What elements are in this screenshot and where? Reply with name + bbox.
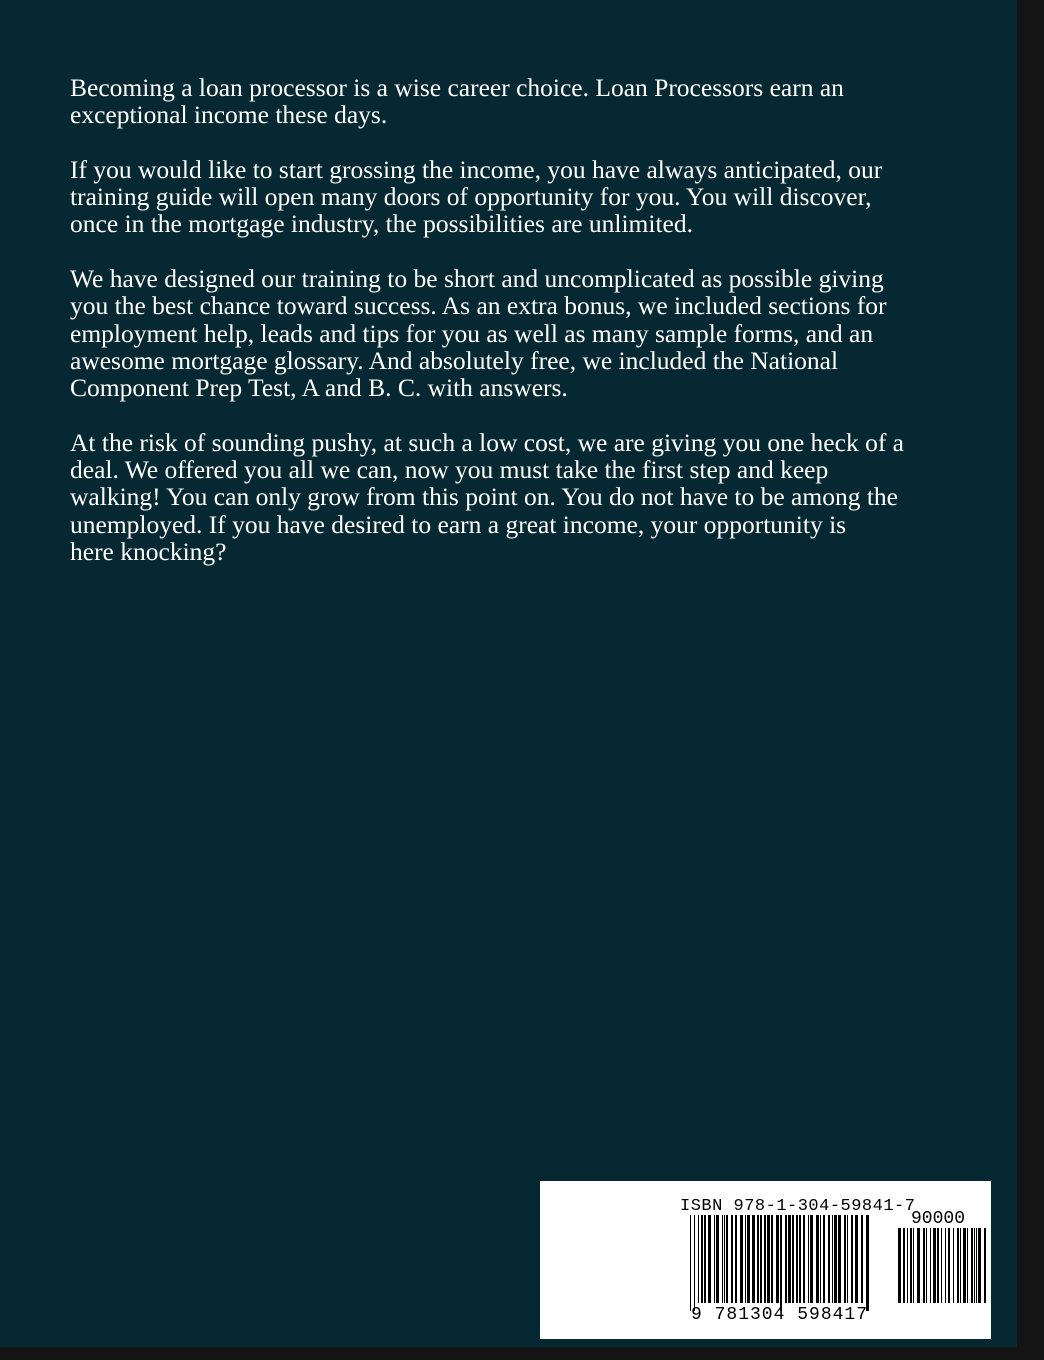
barcode-bar — [792, 1215, 794, 1303]
addon-bar — [917, 1228, 920, 1303]
barcode-bar — [731, 1215, 733, 1303]
barcode-bar — [847, 1215, 848, 1303]
barcode-bar — [785, 1215, 787, 1303]
addon-bar — [945, 1228, 946, 1303]
barcode-bar — [698, 1215, 699, 1303]
barcode-bar — [855, 1215, 858, 1303]
addon-bar — [910, 1228, 912, 1303]
addon-bar — [967, 1228, 968, 1303]
addon-bar — [913, 1228, 914, 1303]
barcode-bar — [834, 1215, 837, 1303]
addon-bar — [930, 1228, 931, 1303]
barcode-bar — [701, 1215, 703, 1303]
addon-bar — [960, 1228, 961, 1303]
price-code: 90000 — [911, 1209, 966, 1229]
barcode-bar — [704, 1215, 706, 1303]
barcode-bar — [810, 1215, 813, 1303]
ean-digits: 9 781304 598417 — [691, 1305, 869, 1325]
barcode-bar — [808, 1215, 809, 1303]
barcode-bar — [832, 1215, 833, 1303]
barcode-bar — [838, 1215, 841, 1303]
addon-bar — [957, 1228, 959, 1303]
blurb-paragraph-1: Becoming a loan processor is a wise career choice. Loan Processors earn an exceptional income these days. — [70, 73, 844, 130]
barcode-bar — [796, 1215, 798, 1303]
addon-bar — [984, 1228, 986, 1303]
addon-bar — [971, 1228, 973, 1303]
barcode-bar — [816, 1215, 819, 1303]
barcode-bar — [799, 1215, 801, 1303]
barcode-bar — [771, 1215, 773, 1303]
addon-bar — [923, 1228, 925, 1303]
barcode-bar — [828, 1215, 830, 1303]
barcode-bar — [752, 1215, 755, 1303]
barcode-bar — [844, 1215, 846, 1303]
barcode-bar — [747, 1215, 750, 1303]
barcode-bar — [745, 1215, 746, 1303]
addon-bar — [974, 1228, 975, 1303]
barcode-bar — [861, 1215, 863, 1303]
addon-bar — [963, 1228, 966, 1303]
addon-bar — [948, 1228, 950, 1303]
addon-bar — [937, 1228, 939, 1303]
addon-bar — [933, 1228, 936, 1303]
barcode-bar — [851, 1215, 853, 1303]
barcode-bar — [823, 1215, 825, 1303]
addon-bar — [898, 1228, 901, 1303]
barcode-bar — [722, 1215, 723, 1303]
barcode-bar — [740, 1215, 743, 1303]
barcode-bar — [690, 1215, 691, 1311]
cover-blurb — [70, 74, 990, 593]
addon-bar — [926, 1228, 927, 1303]
barcode-bar — [724, 1215, 725, 1303]
blurb-paragraph-4: At the risk of sounding pushy, at such a low cost, we are giving you one heck of a deal. We offered you all we can, now you must take the first step and keep walking! You can only grow from this point on. You do not have to be among the unemployed. If you have desired to earn a great income, your opportunity is here knocking? — [70, 427, 905, 567]
blurb-paragraph-3: We have designed our training to be short and uncomplicated as possible giving you the best chance toward success. As an extra bonus, we included sections for employment help, leads and tips for you as well as many sample forms, and an awesome mortgage glossary. And absolutely free, we included the National Component Prep Test, A and B. C. with answers. — [70, 264, 887, 403]
barcode-bar — [767, 1215, 770, 1303]
barcode-bar — [764, 1215, 766, 1303]
barcode-bar — [735, 1215, 737, 1303]
addon-bar — [976, 1228, 977, 1303]
barcode-bar — [820, 1215, 821, 1303]
isbn-label: ISBN 978-1-304-59841-7 — [680, 1197, 916, 1216]
barcode-bar — [708, 1215, 711, 1303]
addon-bar — [903, 1228, 905, 1303]
barcode-bar — [760, 1215, 762, 1303]
addon-bar — [978, 1228, 981, 1303]
blurb-paragraph-2: If you would like to start grossing the income, you have always anticipated, our training guide will open many doors of opportunity for you. You will discover, once in the mortgage industry, the possibilities are unlimited. — [70, 154, 883, 239]
isbn-barcode-panel — [540, 1181, 991, 1339]
addon-bar — [941, 1228, 942, 1303]
barcode-bar — [726, 1215, 728, 1303]
barcode-bar — [714, 1215, 715, 1303]
barcode-bar — [866, 1215, 869, 1311]
barcode-bar — [803, 1215, 805, 1303]
barcode-bar — [780, 1215, 782, 1311]
barcode-bar — [757, 1215, 759, 1303]
barcode-bar — [716, 1215, 719, 1303]
barcode-bar — [788, 1215, 791, 1303]
barcode-bar — [776, 1215, 779, 1303]
addon-bar — [953, 1228, 954, 1303]
addon-bar — [907, 1228, 908, 1303]
barcode-bar — [694, 1215, 695, 1311]
